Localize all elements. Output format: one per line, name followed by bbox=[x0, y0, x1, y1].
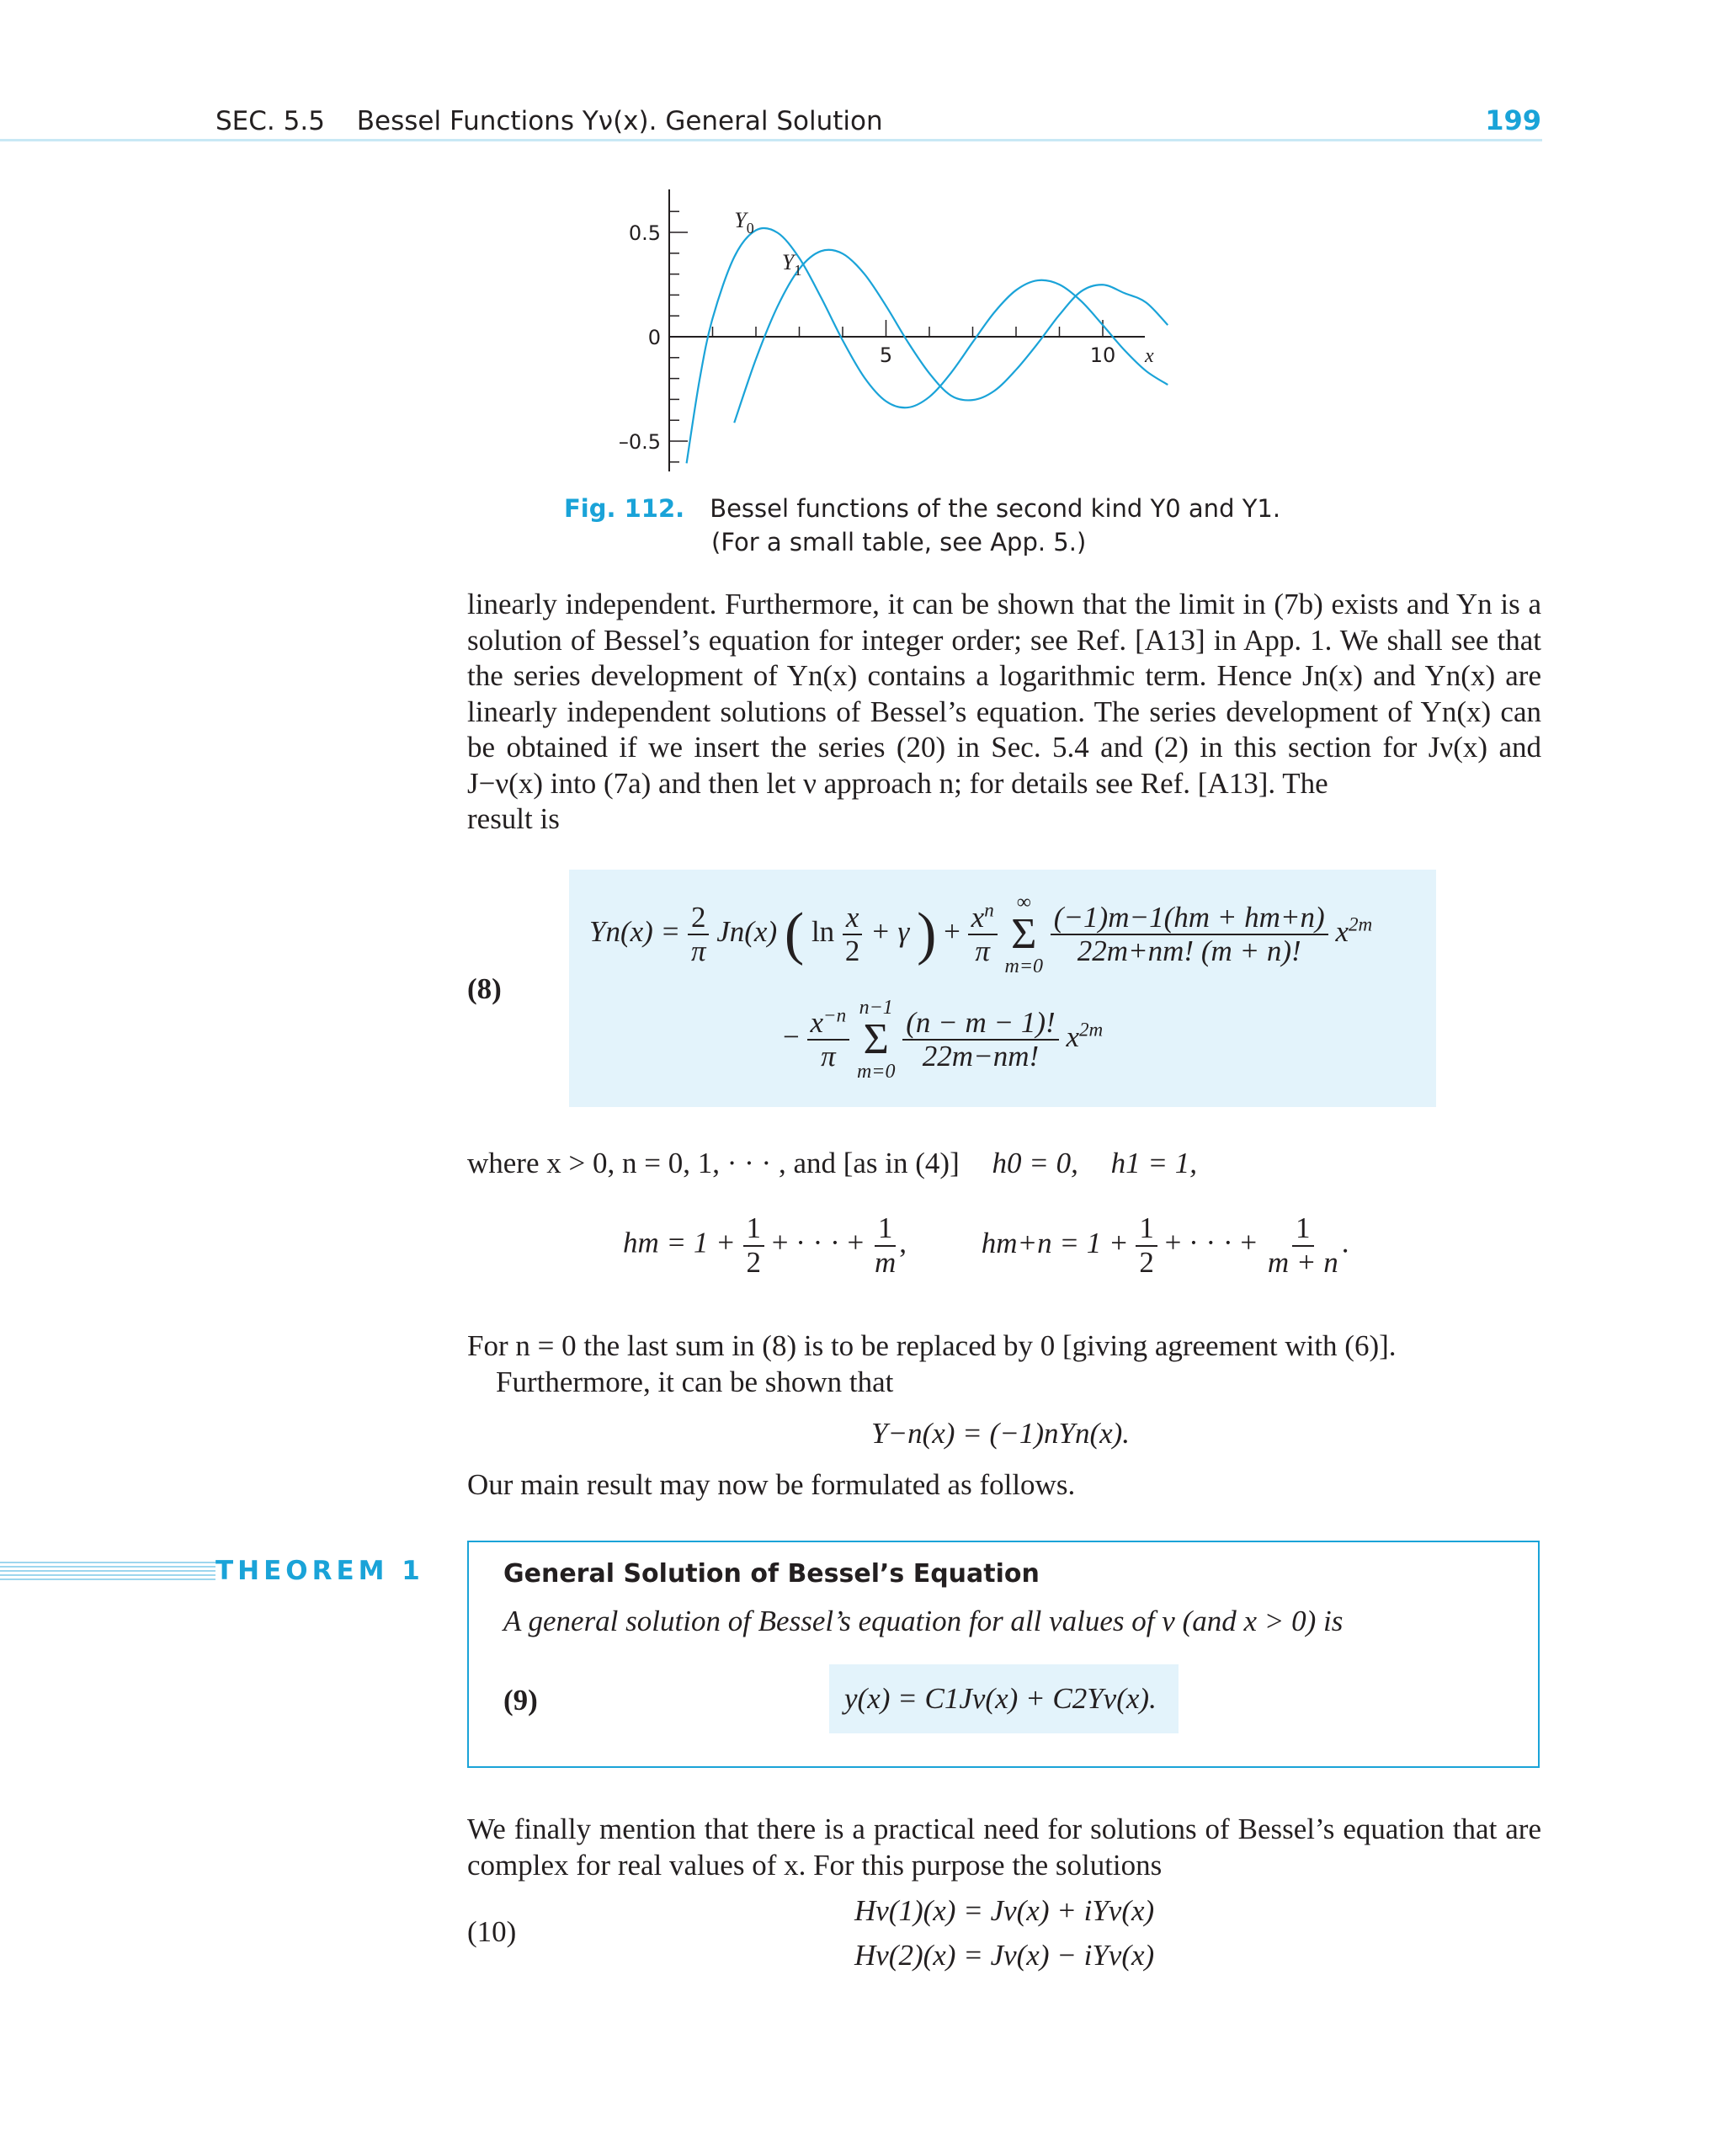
equation-9-number: (9) bbox=[503, 1684, 538, 1717]
page-number: 199 bbox=[1485, 104, 1541, 136]
eq8-paren-open: ( bbox=[784, 902, 805, 966]
eq8-frac-xn-pi: $\frac{x^n}{\pi}$ bbox=[968, 902, 998, 968]
eq8-minus: − bbox=[783, 1020, 800, 1054]
theorem-statement: A general solution of Bessel’s equation for all values of ν (and x > 0) is bbox=[503, 1605, 1344, 1637]
equation-8-line-1: Yn(x) = $\frac{2}{\pi}$ Jn(x) ( ln $\frac{x}{2}$ + γ ) + $\frac{x^n}{\pi}$ ∞ Σ m=0 $\frac{(-1)m-1(hm + hm+n)}{22m+nm! (m + n)!}$ $x^{2m}$ bbox=[589, 892, 1373, 977]
bessel-chart bbox=[589, 185, 1179, 488]
y-tick-label: –0.5 bbox=[618, 430, 661, 454]
eq8-sum-2: n−1 Σ m=0 bbox=[856, 997, 896, 1083]
figure-caption bbox=[564, 492, 1280, 559]
running-head bbox=[216, 106, 883, 136]
sigma-icon: Σ bbox=[863, 1015, 889, 1063]
equation-8-number: (8) bbox=[467, 972, 502, 1005]
eq8-frac-2-pi: $\frac{2}{\pi}$ bbox=[688, 902, 710, 968]
eq8-x2m: x bbox=[1335, 915, 1349, 949]
caption-line-1: Bessel functions of the second kind Y0 and Y1. bbox=[710, 494, 1281, 523]
section-title: Bessel Functions Yν(x). General Solution bbox=[356, 106, 883, 136]
eq8-frac-xneg-pi: $\frac{x^{-n}}{\pi}$ bbox=[807, 1007, 850, 1073]
eq8-frac-coef: $\frac{(-1)m-1(hm + hm+n)}{22m+nm! (m + n)!}$ bbox=[1051, 902, 1328, 968]
equation-10-number: (10) bbox=[467, 1915, 517, 1948]
y-negative-n-equation: Y−n(x) = (−1)nYn(x). bbox=[871, 1417, 1131, 1450]
x-tick-label: 5 bbox=[879, 343, 893, 367]
equation-10-line-1: Hν(1)(x) = Jν(x) + iYν(x) bbox=[854, 1894, 1155, 1927]
eq8-plus: + bbox=[944, 915, 960, 949]
y-tick-label: 0.5 bbox=[628, 221, 661, 245]
theorem-label: THEOREM 1 bbox=[216, 1556, 429, 1586]
where-line bbox=[467, 1147, 1197, 1180]
x-axis-label: x bbox=[1145, 345, 1154, 367]
paragraph-main-result: Our main result may now be formulated as follows. bbox=[467, 1468, 1076, 1501]
paragraph-intro bbox=[467, 587, 1541, 838]
paragraph-final: We finally mention that there is a practical need for solutions of Bessel’s equation that are complex for real values of x. For this purpose the solutions bbox=[467, 1813, 1541, 1882]
equation-8-line-2: − $\frac{x^{-n}}{\pi}$ n−1 Σ m=0 $\frac{(n - m - 1)!}{22m-nm!}$ $x^{2m}$ bbox=[783, 997, 1104, 1083]
where-text: where x > 0, n = 0, 1, · · · , and [as in (4)] bbox=[467, 1147, 960, 1179]
eq8-sum-1: ∞ Σ m=0 bbox=[1004, 892, 1044, 977]
paragraph-for-n0-line2: Furthermore, it can be shown that bbox=[496, 1365, 894, 1398]
eq8-ln: ln bbox=[811, 915, 835, 949]
eq8-jn: Jn(x) bbox=[716, 915, 778, 949]
paragraph-intro-last: result is bbox=[467, 802, 560, 835]
eq8-paren-close: ) bbox=[917, 902, 937, 966]
paragraph-intro-text: linearly independent. Furthermore, it can be shown that the limit in (7b) exists and Yn is a solution of Bessel’s equation for integer order; see Ref. [A13] in App. 1. We shall see that the series development of Yn(x) contains a logarithmic term. Hence Jn(x) and Yn(x) are linearly independent solutions of Bessel’s equation. The series development of Yn(x) can be obtained if we insert the series (20) in Sec. 5.4 and (2) in this section for Jν(x) and J−ν(x) into (7a) and then let ν approach n; for details see Ref. [A13]. The bbox=[467, 588, 1541, 800]
eq8-frac-coef2: $\frac{(n - m - 1)!}{22m-nm!}$ bbox=[902, 1007, 1058, 1073]
h1-def: h1 = 1, bbox=[1110, 1147, 1197, 1179]
eq8-gamma: + γ bbox=[870, 915, 910, 949]
caption-line-2: (For a small table, see App. 5.) bbox=[711, 528, 1087, 556]
sigma-icon: Σ bbox=[1011, 910, 1037, 958]
figure-label: Fig. 112. bbox=[564, 494, 685, 523]
eq8-lhs: Yn(x) = bbox=[589, 915, 681, 949]
paragraph-for-n0-line1: For n = 0 the last sum in (8) is to be replaced by 0 [giving agreement with (6)]. bbox=[467, 1329, 1397, 1362]
curve-label: $Y_1$ bbox=[781, 250, 802, 279]
header-rule bbox=[0, 139, 1542, 141]
paragraph-for-n0 bbox=[467, 1328, 1397, 1400]
eq8-frac-x-2: $\frac{x}{2}$ bbox=[842, 902, 864, 968]
equation-10-line-2: Hν(2)(x) = Jν(x) − iYν(x) bbox=[854, 1939, 1155, 1972]
h0-def: h0 = 0, bbox=[992, 1147, 1078, 1179]
hm-definitions: hm = 1 + $\frac{1}{2}$ + · · · + $\frac{1}{m}$ , hm+n = 1 + $\frac{1}{2}$ + · · · + $\frac{1}{m + n}$ . bbox=[623, 1211, 1349, 1279]
equation-9: y(x) = C1Jν(x) + C2Yν(x). bbox=[844, 1682, 1157, 1715]
y-tick-label: 0 bbox=[647, 326, 661, 349]
section-number: SEC. 5.5 bbox=[216, 106, 325, 136]
theorem-title: General Solution of Bessel’s Equation bbox=[503, 1559, 1040, 1589]
x-tick-label: 10 bbox=[1089, 343, 1116, 367]
curve-label: $Y_0$ bbox=[734, 208, 754, 237]
